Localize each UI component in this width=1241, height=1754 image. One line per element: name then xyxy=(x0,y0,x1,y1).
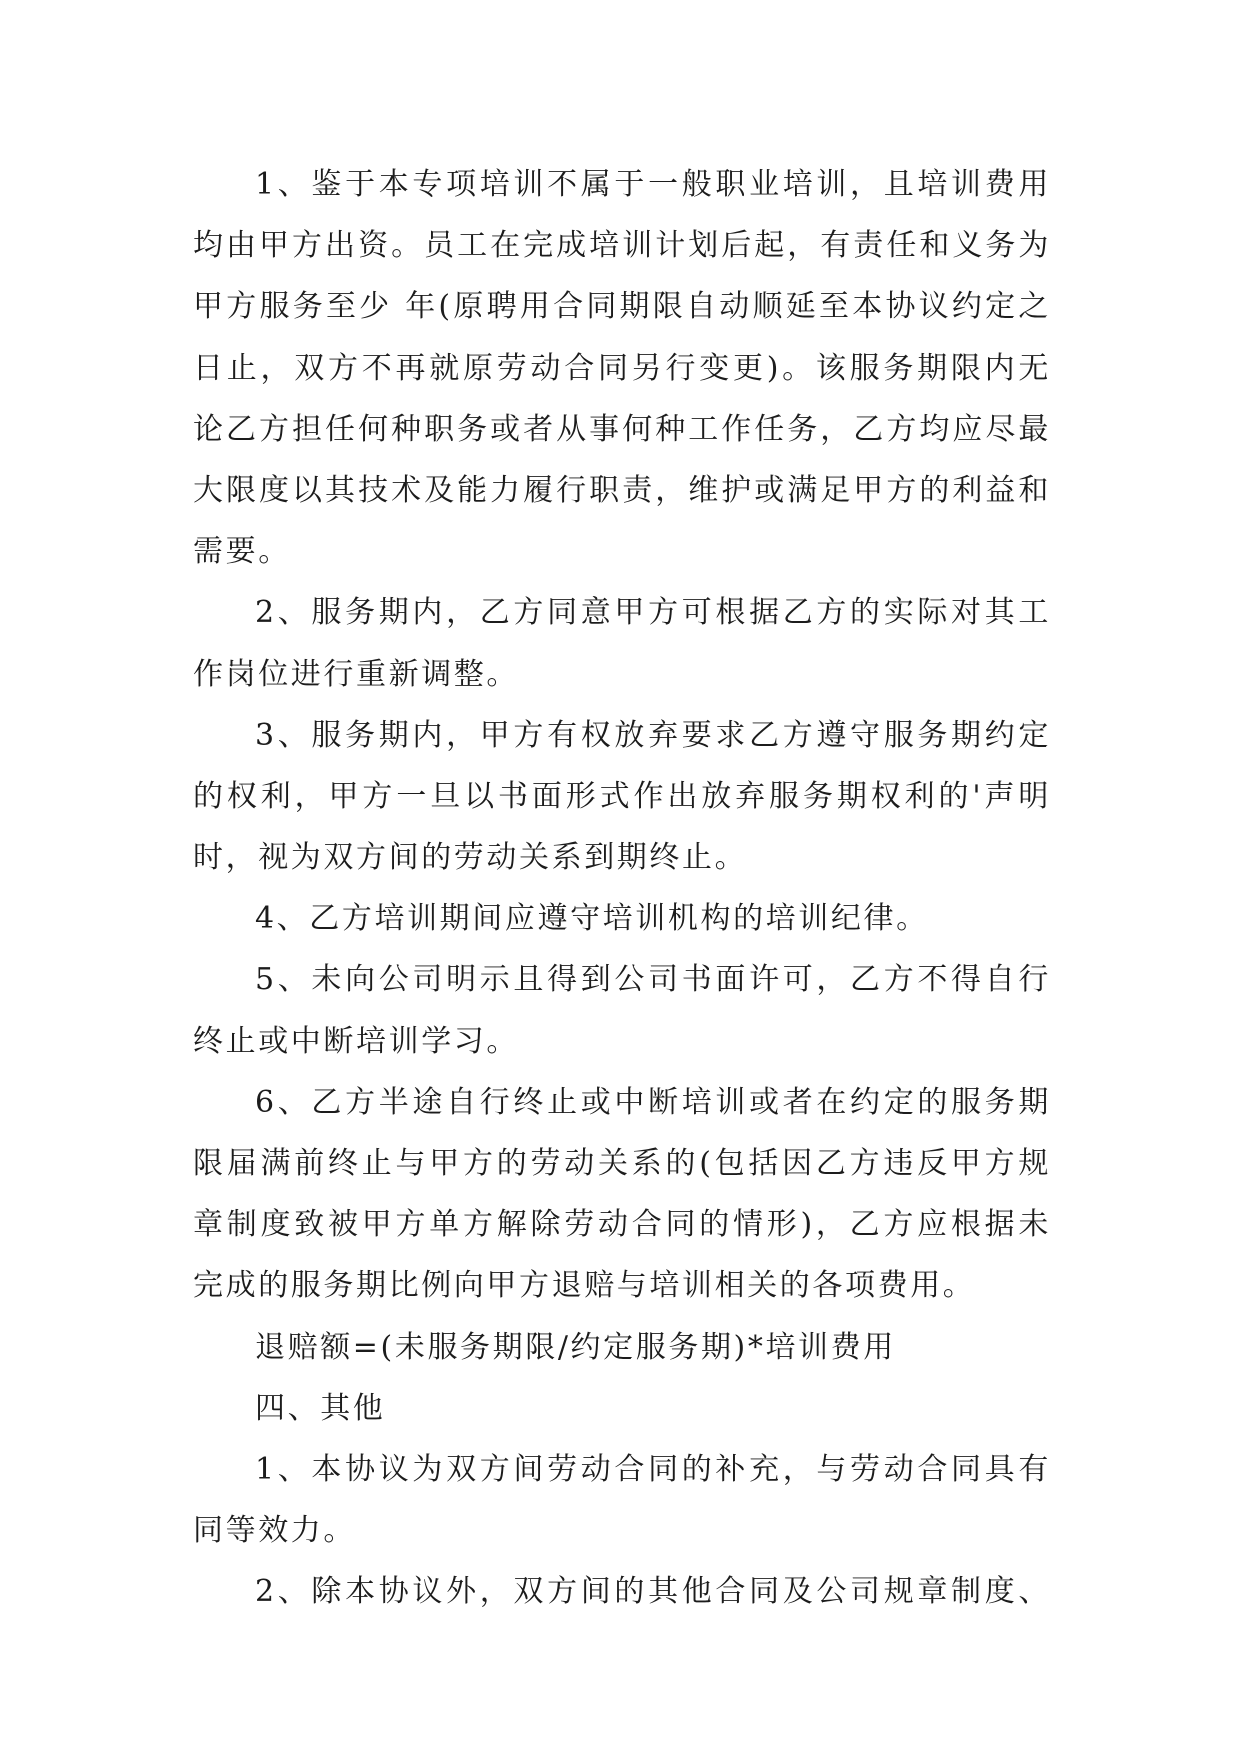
paragraph-line: 作岗位进行重新调整。 xyxy=(193,656,519,692)
paragraph-line: 5、未向公司明示且得到公司书面许可，乙方不得自行 xyxy=(255,962,1051,998)
paragraph-line: 1、本协议为双方间劳动合同的补充，与劳动合同具有 xyxy=(255,1451,1051,1487)
paragraph-line: 6、乙方半途自行终止或中断培训或者在约定的服务期 xyxy=(255,1084,1051,1120)
paragraph-clause-4 xyxy=(193,888,1051,949)
paragraph-other-1 xyxy=(193,1439,1051,1561)
paragraph-line: 需要。 xyxy=(193,534,291,570)
paragraph-line: 日止，双方不再就原劳动合同另行变更)。该服务期限内无 xyxy=(193,350,1051,386)
paragraph-line: 章制度致被甲方单方解除劳动合同的情形)，乙方应根据未 xyxy=(193,1207,1051,1243)
paragraph-line: 4、乙方培训期间应遵守培训机构的培训纪律。 xyxy=(255,901,929,937)
paragraph-line: 终止或中断培训学习。 xyxy=(193,1023,519,1059)
paragraph-line: 甲方服务至少 年(原聘用合同期限自动顺延至本协议约定之 xyxy=(193,289,1051,325)
paragraph-line: 的权利，甲方一旦以书面形式作出放弃服务期权利的'声明 xyxy=(193,778,1051,814)
paragraph-line: 论乙方担任何种职务或者从事何种工作任务，乙方均应尽最 xyxy=(193,411,1051,447)
paragraph-clause-5 xyxy=(193,949,1051,1071)
paragraph-line: 均由甲方出资。员工在完成培训计划后起，有责任和义务为 xyxy=(193,228,1051,264)
paragraph-clause-3 xyxy=(193,705,1051,889)
document-body xyxy=(193,154,1051,1623)
paragraph-formula xyxy=(193,1317,1051,1378)
paragraph-other-2 xyxy=(193,1561,1051,1622)
paragraph-clause-2 xyxy=(193,582,1051,704)
paragraph-clause-6 xyxy=(193,1072,1051,1317)
paragraph-line: 2、除本协议外，双方间的其他合同及公司规章制度、 xyxy=(255,1574,1051,1610)
paragraph-line: 时，视为双方间的劳动关系到期终止。 xyxy=(193,840,748,876)
section-heading-text: 四、其他 xyxy=(255,1390,386,1426)
paragraph-line: 2、服务期内，乙方同意甲方可根据乙方的实际对其工 xyxy=(255,595,1051,631)
paragraph-clause-1 xyxy=(193,154,1051,582)
paragraph-line: 1、鉴于本专项培训不属于一般职业培训，且培训费用 xyxy=(255,167,1051,202)
section-heading xyxy=(193,1378,1051,1439)
paragraph-line: 大限度以其技术及能力履行职责，维护或满足甲方的利益和 xyxy=(193,472,1051,508)
paragraph-line: 限届满前终止与甲方的劳动关系的(包括因乙方违反甲方规 xyxy=(193,1146,1051,1181)
paragraph-line: 完成的服务期比例向甲方退赔与培训相关的各项费用。 xyxy=(193,1268,976,1304)
compensation-formula: 退赔额=(未服务期限/约定服务期)*培训费用 xyxy=(255,1329,896,1365)
paragraph-line: 3、服务期内，甲方有权放弃要求乙方遵守服务期约定 xyxy=(255,717,1051,753)
paragraph-line: 同等效力。 xyxy=(193,1513,356,1549)
